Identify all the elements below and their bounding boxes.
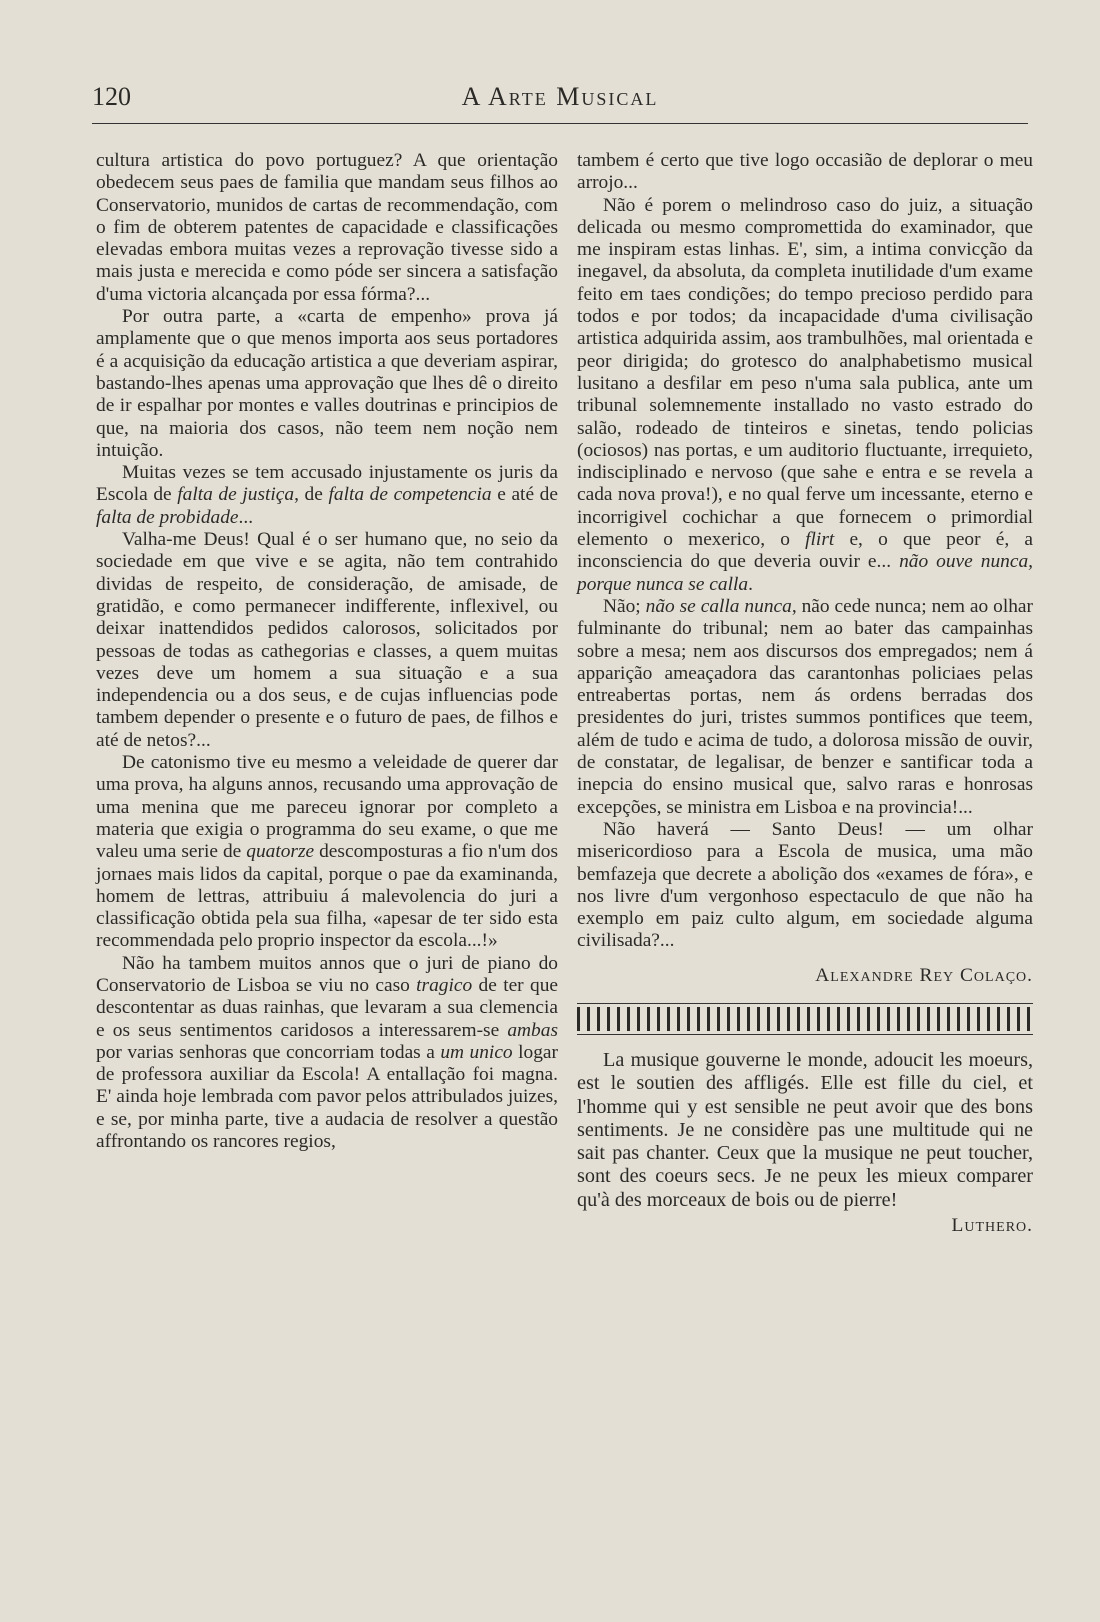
italic-phrase: um unico	[440, 1041, 513, 1063]
right-column-paragraph: Não haverá — Santo Deus! — um olhar misericordioso para a Escola de musica, uma mão bemfazeja que decrete a abolição dos «exames de fóra», e nos livre d'um vergonhoso espectaculo de que não ha exemplo em paiz culto algum, em sociedade alguma civilisada?...	[577, 818, 1033, 952]
italic-phrase: falta de probidade	[96, 506, 239, 528]
left-column-paragraph: cultura artistica do povo portuguez? A que orientação obedecem seus paes de familia que mandam seus filhos ao Conservatorio, munidos de cartas de recommendação, com o fim de obterem patentes de capacidade e classificações elevadas embora muitas vezes a reprovação tivesse sido a mais justa e merecida e como póde ser sincera a satisfação d'uma victoria alcançada por essa fórma?...	[96, 150, 558, 305]
left-column	[96, 150, 558, 1153]
signature: Alexandre Rey Colaço.	[815, 964, 1033, 986]
right-column	[577, 150, 1033, 1237]
italic-phrase: falta de competencia	[328, 484, 492, 506]
page-header	[92, 82, 1028, 122]
quote-block	[577, 1049, 1033, 1237]
italic-phrase: não ouve nunca, porque nunca se calla	[577, 551, 1033, 595]
left-column-paragraph: Muitas vezes se tem accusado injustamente os juris da Escola de falta de justiça, de falta de competencia e até de falta de probidade...	[96, 462, 558, 528]
quote-text: La musique gouverne le monde, adoucit les moeurs, est le soutien des affligés. Elle est fille du ciel, et l'homme qui y est sensible ne peut avoir que des bons sentiments. Je ne considère pas une multitude qui ne sait pas chanter. Ceux que la musique ne peut toucher, sont des coeurs secs. Je ne peux les mieux comparer qu'à des morceaux de bois ou de pierre!	[577, 1048, 1033, 1211]
right-column-paragraph: tambem é certo que tive logo occasião de deplorar o meu arrojo...	[577, 150, 1033, 194]
italic-phrase: quatorze	[246, 841, 315, 863]
left-column-paragraph: Por outra parte, a «carta de empenho» prova já amplamente que o que menos importa aos seus portadores é a acquisição da educação artistica a que deveriam aspirar, bastando-lhes apenas uma approvação que lhes dê o direito de ir espalhar por montes e valles doutrinas e principios de que, na maioria dos casos, não teem nem noção nem intuição.	[96, 306, 558, 461]
italic-phrase: tragico	[416, 974, 473, 996]
right-column-paragraph: Não; não se calla nunca, não cede nunca; nem ao olhar fulminante do tribunal; nem ao bater das campainhas sobre a mesa; nem aos discursos dos empregados; nem á apparição ameaçadora das carantonhas policiaes pelas entreabertas portas, nem ás ordens berradas dos presidentes do juri, tristes summos pontifices que teem, além de tudo e acima de tudo, a dolorosa missão de ouvir, de constatar, de legalisar, de benzer e santificar toda a inepcia do ensino musical que, salvo raras e honrosas excepções, se ministra em Lisboa e na provincia!...	[577, 595, 1033, 818]
right-column-paragraph: Não é porem o melindroso caso do juiz, a situação delicada ou mesmo compromettida do examinador, que me inspiram estas linhas. E', sim, a intima convicção da inegavel, da absoluta, da completa inutilidade d'um exame feito em taes condições; do tempo precioso perdido para todos e por todos; da incapacidade d'uma civilisação artistica adquirida assim, aos trambulhões, mal orientada e peor dirigida; do grotesco do analphabetismo musical lusitano a desfilar em peso n'uma sala publica, ante um tribunal solemnemente installado no vasto estrado do salão, rodeado de tinteiros e sinetas, tendo policias (ociosos) nas portas, e um auditorio fluctuante, irrequieto, indisciplinado e nervoso (que sahe e entra e se revela a cada nova prova!), e no qual ferve um incessante, eterno e incorrigivel cochichar a que fornecem o primordial elemento o mexerico, o flirt e, o que peor é, a inconsciencia do que deveria ouvir e... não ouve nunca, porque nunca se calla.	[577, 194, 1033, 595]
italic-phrase: ambas	[507, 1019, 558, 1041]
page-number: 120	[92, 82, 131, 111]
italic-phrase: não se calla nunca	[645, 595, 792, 617]
quote-author: Luthero.	[951, 1215, 1033, 1237]
running-title: A Arte Musical	[461, 82, 659, 111]
right-column-text	[577, 150, 1033, 953]
left-column-paragraph: Não ha tambem muitos annos que o juri de piano do Conservatorio de Lisboa se viu no caso tragico de ter que descontentar as duas rainhas, que levaram a sua clemencia e os seus sentimentos caridosos a interessarem-se ambas por varias senhoras que concorriam todas a um unico logar de professora auxiliar da Escola! A entallação foi magna. E' ainda hoje lembrada com pavor pelos attribulados juizes, e se, por minha parte, tive a audacia de resolver a questão affrontando os rancores regios,	[96, 952, 558, 1153]
italic-phrase: flirt	[805, 529, 835, 551]
italic-phrase: falta de justiça	[177, 484, 295, 506]
left-column-paragraph: Valha-me Deus! Qual é o ser humano que, no seio da sociedade em que vive e se agita, não tem contrahido dividas de respeito, de consideração, de amisade, de gratidão, e como permanecer indifferente, inflexivel, ou deixar inattendidos pedidos calorosos, solicitados por pessoas de todas as cathegorias e classes, a quem muitas vezes deve um homem a sua situação e a sua independencia ou a dos seus, e de cujas influencias pode tambem depender o presente e o futuro de paes, de filhos e até de netos?...	[96, 529, 558, 751]
ornamental-divider	[577, 1003, 1033, 1035]
header-rule	[92, 123, 1028, 124]
left-column-paragraph: De catonismo tive eu mesmo a veleidade de querer dar uma prova, ha alguns annos, recusando uma approvação de uma menina que me pareceu ignorar por completo a materia que exigia o programma do seu exame, o que me valeu uma serie de quatorze descomposturas a fio n'um dos jornaes mais lidos da capital, porque o pae da examinanda, homem de lettras, attribuiu á malevolencia do juri a classificação obtida pela sua filha, «apesar de ter sido esta recommendada pelo proprio inspector da escola...!»	[96, 752, 558, 952]
